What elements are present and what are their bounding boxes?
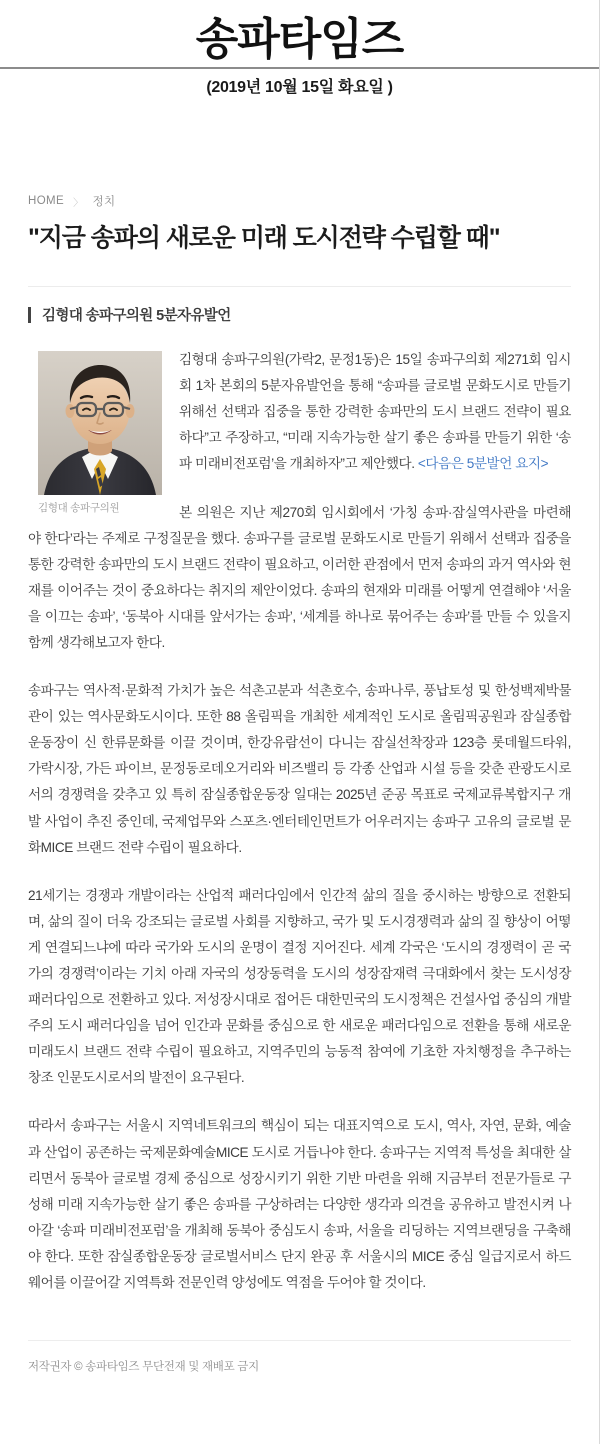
header-divider [28,286,571,287]
masthead-divider [0,67,599,69]
subhead-label: 김형대 송파구의원 5분자유발언 [42,308,231,325]
article-paragraph-2: 본 의원은 지난 제270회 임시회에서 ‘가칭 송파·잠실역사관을 마련해야 한다’라는 주제로 구정질문을 했다. 송파구를 글로벌 문화도시로 만들기 위해서 선택과 집중을 통한 강력한 송파만의 도시 브랜드 전략이 필요하고, 이러한 관점에서 먼저 송파의 과거 역사와 현재를 이어주는 것이 중요하다는 취지의 제안이었다. 송파의 현재와 미래를 어떻게 연결해야 ‘서울을 이끄는 송파’, ‘동북아 시대를 앞서가는 송파’, ‘세계를 하나로 묶어주는 송파’를 만들 수 있을지 함께 생각해보고자 한다. [28,504,571,650]
page-title: "지금 송파의 새로운 미래 도시전략 수립할 때" [28,224,500,253]
breadcrumb-item-home[interactable]: HOME [28,195,65,208]
article-paragraph-3: 송파구는 역사적·문화적 가치가 높은 석촌고분과 석촌호수, 송파나루, 풍납토성 및 한성백제박물관이 있는 역사문화도시이다. 또한 88 올림픽을 개최한 세계적인 도시로 올림픽공원과 잠실종합운동장이 신 한류문화를 이끌 것이며, 한강유람선이 다니는 잠실선착장과 123층 롯데월드타워, 가락시장, 가든 파이브, 문정동로데오거리와 비즈밸리 등 각종 산업과 시설 등을 갖춘 관광도시로서의 경쟁력을 갖추고 있 특히 잠실종합운동장 일대는 2025년 준공 목표로 국제교류복합지구 개발 사업이 추진 중인데, 국제업무와 스포츠·엔터테인먼트가 어우러지는 송파구 고유의 글로벌 문화MICE 브랜드 전략 수립이 필요하다. [28,683,571,855]
paragraph-text: 김형대 송파구의원(가락2, 문정1동)은 15일 송파구의회 제271회 임시회 1차 본회의 5분자유발언을 통해 “송파를 글로벌 문화도시로 만들기 위해선 선택과 집중을 통한 강력한 송파만의 도시 브랜드 전략이 필요하다”고 주장하고, “미래 지속가능한 살기 좋은 송파를 만들기 위한 ‘송파 미래비전포럼’을 개최하자”고 제안했다. [179,352,571,472]
site-masthead [0,0,599,97]
chevron-right-icon: 〉 [73,197,84,209]
article-paragraph-5: 따라서 송파구는 서울시 지역네트워크의 핵심이 되는 대표지역으로 도시, 역사, 자연, 문화, 예술과 산업이 공존하는 국제문화예술MICE 도시로 거듭나야 한다. 송파구는 지역적 특성을 최대한 살리면서 동북아 글로벌 경제 중심으로 성장시키기 위한 기반 마련을 위해 지금부터 전문가들로 구성해 미래 지속가능한 살기 좋은 송파를 구상하려는 다양한 생각과 의견을 공유하고 발전시켜 나아갈 ‘송파 미래비전포럼’을 개최해 동북아 중심도시 송파, 서울을 리딩하는 지역브랜딩을 구축해야 한다. 또한 잠실종합운동장 글로벌서비스 단지 완공 후 서울시의 MICE 중심 일급지로서 하드웨어를 이끌어갈 지역특화 전문인력 양성에도 역점을 두어야 할 것이다. [28,1118,571,1291]
portrait-photo [38,351,162,495]
accent-bar [28,307,31,323]
article-paragraph-4: 21세기는 경쟁과 개발이라는 산업적 패러다임에서 인간적 삶의 질을 중시하는 방향으로 전환되며, 삶의 질이 더욱 강조되는 글로벌 사회를 지향하고, 국가 및 도시경쟁력과 삶의 질 향상이 어떻게 연결되느냐에 따라 국가와 도시의 운명이 결정 지어진다. 세계 각국은 ‘도시의 경쟁력이 곧 국가의 경쟁력’이라는 기치 아래 자국의 성장동력을 도시의 성장잠재력 극대화에서 찾는 도시성장 패러다임으로 전환하고 있다. 저성장시대로 접어든 대한민국의 도시정책은 건설사업 중심의 개발주의 도시 패러다임을 넘어 인간과 문화를 중심으로 한 새로운 패러다임으로 전환을 통해 새로운 미래도시 브랜드 전략 수립이 필요하고, 지역주민의 능동적 참여에 기초한 자치행정을 추구하는 창조 인문도시로서의 발전이 요구된다. [28,887,571,1086]
article-subhead [28,304,571,325]
speech-summary-link[interactable]: <다음은 5분발언 요지> [417,456,549,472]
breadcrumb-item-section[interactable]: 정치 [92,196,116,209]
publication-date: (2019년 10월 15일 화요일 ) [206,79,393,97]
article-figure [38,351,162,517]
figure-caption: 김형대 송파구의원 [38,502,120,515]
article-header [0,193,599,255]
breadcrumb [28,193,571,209]
article-body [28,347,571,1296]
site-logo[interactable]: 송파타임즈 [184,14,416,65]
copyright-notice: 저작권자 © 송파타임즈 무단전재 및 재배포 금지 [28,1340,571,1444]
